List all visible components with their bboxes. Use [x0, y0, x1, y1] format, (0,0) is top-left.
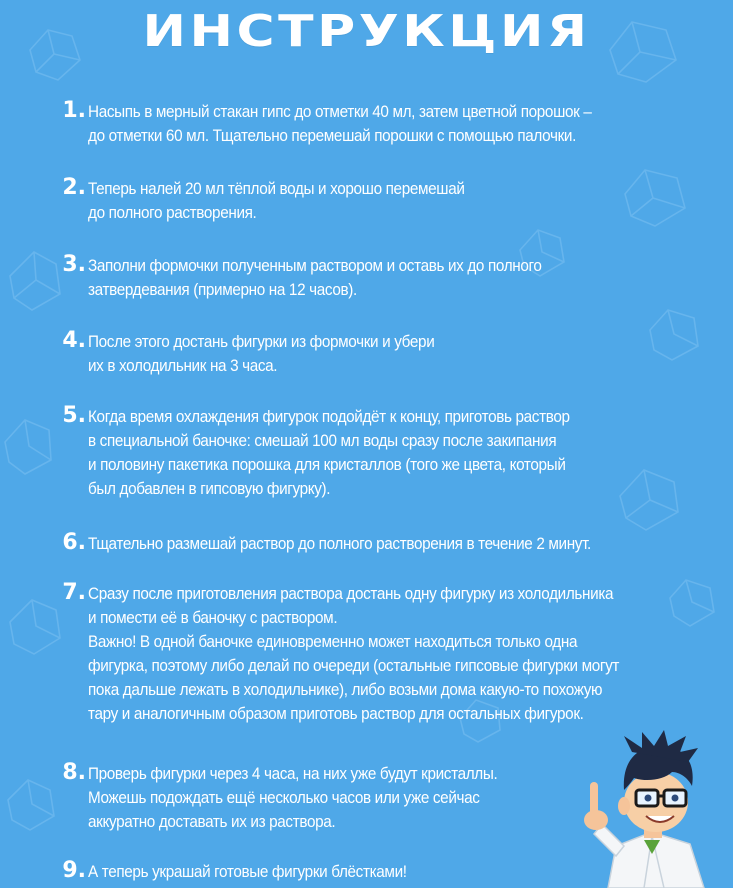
step-text: Проверь фигурки через 4 часа, на них уже будут кристаллы. Можешь подождать ещё несколько часов или уже сейчас аккуратно доставать их из раствора.	[88, 764, 498, 831]
step-number: 1.	[62, 98, 86, 123]
step-text: Теперь налей 20 мл тёплой воды и хорошо перемешай до полного растворения.	[88, 179, 465, 222]
scientist-mascot-icon	[572, 728, 733, 888]
step-text: Сразу после приготовления раствора достань одну фигурку из холодильника и помести её в баночку с раствором. Важно! В одной баночке единовременно может находиться только одна фигурка, поэтому либо делай по очереди (остальные гипсовые фигурки могут пока дальше лежать в холодильнике), либо возьми дома какую-то похожую тару и аналогичным образом приготовь раствор для остальных фигурок.	[88, 584, 620, 723]
step-text: Когда время охлаждения фигурок подойдёт к концу, приготовь раствор в специальной баночке: смешай 100 мл воды сразу после закипания и половину пакетика порошка для кристаллов (того же цвета, который был добавлен в гипсовую фигурку).	[88, 407, 570, 498]
step-number: 3.	[62, 252, 86, 277]
step-number: 7.	[62, 580, 86, 605]
page-title: ИНСТРУКЦИЯ	[142, 6, 591, 57]
step-number: 6.	[62, 530, 86, 555]
step-text: После этого достань фигурки из формочки и убери их в холодильник на 3 часа.	[88, 332, 435, 375]
step-text: Заполни формочки полученным раствором и оставь их до полного затвердевания (примерно на 12 часов).	[88, 256, 542, 299]
step-text: Тщательно размешай раствор до полного растворения в течение 2 минут.	[88, 534, 591, 553]
step-number: 9.	[62, 858, 86, 883]
step-number: 4.	[62, 328, 86, 353]
step-number: 2.	[62, 175, 86, 200]
step-text: Насыпь в мерный стакан гипс до отметки 40 мл, затем цветной порошок – до отметки 60 мл. Тщательно перемешай порошки с помощью палочки.	[88, 102, 592, 145]
step-text: А теперь украшай готовые фигурки блёстками!	[88, 862, 407, 881]
step-number: 8.	[62, 760, 86, 785]
step-number: 5.	[62, 403, 86, 428]
